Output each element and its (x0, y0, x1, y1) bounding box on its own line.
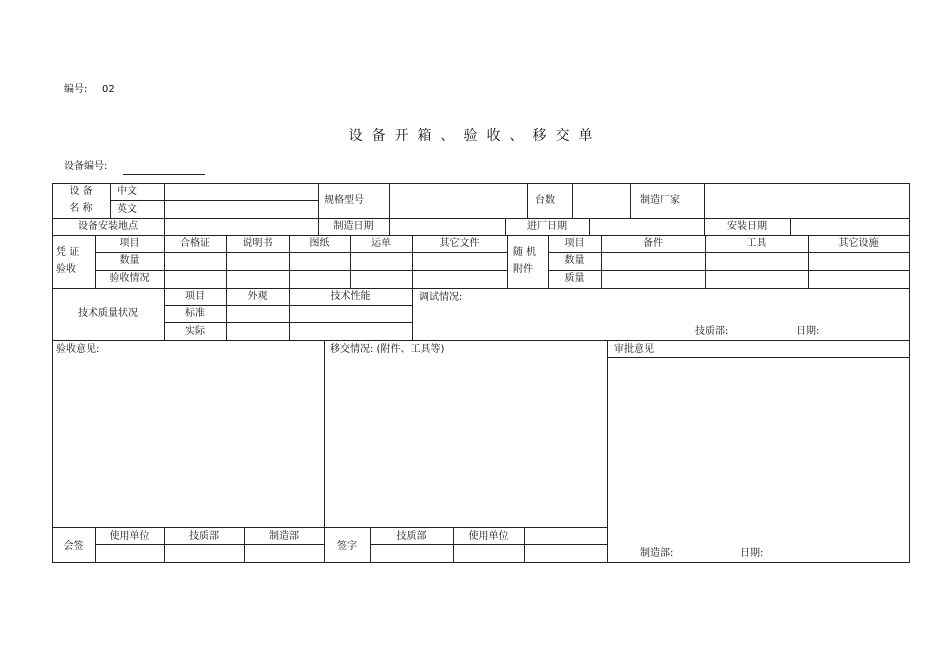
voucher-label: 凭 证 (56, 247, 80, 258)
commissioning-date-label: 日期: (796, 326, 820, 337)
tech-quality-label: 技术质量状况 (78, 308, 138, 319)
approval-opinion-label: 审批意见 (614, 344, 654, 355)
install-location-label: 设备安装地点 (78, 221, 138, 232)
other-docs-header: 其它文件 (439, 238, 480, 249)
table-border-right (909, 183, 910, 562)
spec-model-label: 规格型号 (324, 195, 364, 206)
waybill-header: 运单 (371, 238, 391, 249)
table-border-bottom (52, 562, 910, 563)
rule (412, 288, 413, 340)
tech-dept-header: 技质部 (189, 531, 219, 542)
accessories-label-2: 附件 (513, 264, 533, 275)
rule (95, 544, 324, 545)
rule (389, 183, 390, 218)
accessory-quantity-label: 数量 (564, 255, 585, 266)
page-title: 设备开箱、验收、移交单 (348, 128, 602, 144)
rule (548, 270, 910, 271)
rule (52, 288, 910, 289)
table-border-left (52, 183, 53, 562)
rule (52, 218, 910, 219)
mfg-dept-sign-label: 制造部: (640, 548, 674, 559)
chinese-label: 中文 (117, 186, 137, 197)
quantity-row-label: 数量 (119, 255, 140, 266)
performance-header: 技术性能 (330, 291, 371, 302)
other-facilities-header: 其它设施 (838, 238, 879, 249)
handover-status-label: 移交情况: (附件、工具等) (330, 344, 445, 355)
rule (572, 183, 573, 218)
rule (370, 544, 607, 545)
manufacturer-label: 制造厂家 (640, 195, 680, 206)
rule (110, 200, 318, 201)
table-border-top (52, 183, 910, 184)
tech-dept-sign-label: 技质部: (695, 326, 729, 337)
install-date-label: 安装日期 (727, 221, 767, 232)
appearance-header: 外观 (247, 291, 268, 302)
rule (527, 183, 528, 218)
english-label: 英文 (117, 204, 137, 215)
user-unit-header-2: 使用单位 (468, 531, 509, 542)
rule (607, 340, 608, 562)
rule (95, 270, 507, 271)
arrival-date-label: 进厂日期 (527, 221, 567, 232)
equipment-name-label: 设 备 (69, 186, 93, 197)
countersign-label: 会签 (63, 541, 84, 552)
quantity-units-label: 台数 (535, 195, 555, 206)
drawings-header: 图纸 (309, 238, 330, 249)
voucher-item-header: 项目 (119, 238, 140, 249)
spare-parts-header: 备件 (643, 238, 663, 249)
rule (324, 340, 325, 562)
rule (704, 183, 705, 218)
accessory-quality-label: 质量 (564, 273, 585, 284)
equipment-name-label-2: 名 称 (69, 203, 93, 214)
user-unit-header: 使用单位 (109, 531, 150, 542)
acceptance-status-row-label: 验收情况 (109, 273, 150, 284)
rule (589, 218, 590, 235)
rule (164, 305, 412, 306)
accessories-label: 随 机 (513, 247, 537, 258)
equipment-number-label: 设备编号: (64, 161, 108, 172)
rule (507, 235, 508, 288)
tq-item-header: 项目 (185, 291, 205, 302)
rule (52, 235, 910, 236)
tools-header: 工具 (746, 238, 767, 249)
rule (95, 252, 507, 253)
doc-number-value: 02 (102, 84, 115, 95)
rule (548, 252, 910, 253)
acceptance-opinion-label: 验收意见: (56, 344, 100, 355)
rule (389, 218, 390, 235)
rule (607, 357, 909, 358)
standard-row-label: 标准 (185, 308, 205, 319)
manual-header: 说明书 (242, 238, 273, 249)
rule (52, 340, 910, 341)
accessory-item-header: 项目 (564, 238, 585, 249)
manufacture-date-label: 制造日期 (333, 221, 374, 232)
rule (318, 183, 319, 218)
commissioning-label: 调试情况: (419, 292, 463, 303)
rule (164, 183, 165, 218)
rule (164, 322, 412, 323)
tech-dept-header-2: 技质部 (396, 531, 427, 542)
rule (790, 218, 791, 235)
rule (630, 183, 631, 218)
rule (164, 218, 165, 235)
voucher-label-2: 验收 (56, 264, 76, 275)
mfg-dept-header: 制造部 (269, 531, 299, 542)
approval-date-label: 日期: (740, 548, 764, 559)
actual-row-label: 实际 (185, 326, 205, 337)
rule (110, 183, 111, 218)
certificate-header: 合格证 (180, 238, 210, 249)
doc-number-label: 编号: (64, 84, 88, 95)
sign-label: 签字 (337, 541, 357, 552)
rule (524, 527, 525, 562)
